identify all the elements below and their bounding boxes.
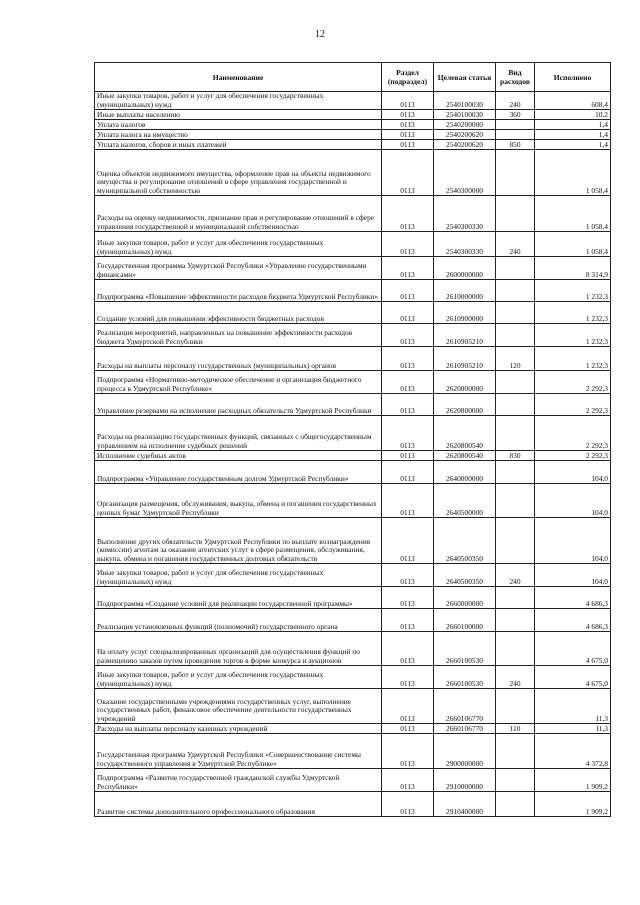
row-section: 0113 bbox=[382, 394, 434, 416]
budget-table bbox=[94, 62, 611, 817]
row-expense-type bbox=[496, 518, 535, 564]
row-name: Расходы на оценку недвижимости, признание прав и регулирование отношений в сфере управления государственной и муниципальной собственностью bbox=[95, 196, 382, 232]
row-section: 0113 bbox=[382, 347, 434, 371]
row-target: 2540100030 bbox=[434, 92, 496, 110]
row-executed: 1 232,3 bbox=[535, 302, 611, 324]
row-target: 2660000000 bbox=[434, 587, 496, 609]
row-expense-type: 120 bbox=[496, 347, 535, 371]
header-section: Раздел (подраздел) bbox=[382, 63, 434, 92]
table-header-row bbox=[95, 63, 611, 92]
table-row bbox=[95, 724, 611, 734]
row-executed: 1 058,4 bbox=[535, 150, 611, 196]
page-number: 12 bbox=[315, 29, 325, 40]
row-expense-type bbox=[496, 609, 535, 632]
row-section: 0113 bbox=[382, 587, 434, 609]
row-executed: 1 058,4 bbox=[535, 232, 611, 257]
row-section: 0113 bbox=[382, 416, 434, 451]
row-expense-type: 850 bbox=[496, 140, 535, 150]
row-name: Государственная программа Удмуртской Республики «Совершенствование системы государственного управления в Удмуртской Республике» bbox=[95, 734, 382, 769]
table-row bbox=[95, 92, 611, 110]
row-expense-type bbox=[496, 632, 535, 666]
table-row bbox=[95, 110, 611, 120]
row-executed: 1,4 bbox=[535, 120, 611, 130]
row-name: Уплата налогов, сборов и иных платежей bbox=[95, 140, 382, 150]
row-section: 0113 bbox=[382, 150, 434, 196]
row-name: Государственная программа Удмуртской Республики «Управление государственными финансами» bbox=[95, 257, 382, 280]
row-expense-type bbox=[496, 394, 535, 416]
row-expense-type: 240 bbox=[496, 564, 535, 587]
row-target: 2640500350 bbox=[434, 518, 496, 564]
table-row bbox=[95, 564, 611, 587]
row-expense-type bbox=[496, 371, 535, 394]
row-expense-type bbox=[496, 324, 535, 347]
table-row bbox=[95, 130, 611, 140]
row-name: Иные закупки товаров, работ и услуг для обеспечения государственных (муниципальных) нужд bbox=[95, 92, 382, 110]
row-name: Иные закупки товаров, работ и услуг для обеспечения государственных (муниципальных) нужд bbox=[95, 564, 382, 587]
row-target: 2600000000 bbox=[434, 257, 496, 280]
table-row bbox=[95, 232, 611, 257]
table-row bbox=[95, 120, 611, 130]
row-section: 0113 bbox=[382, 734, 434, 769]
row-expense-type: 240 bbox=[496, 92, 535, 110]
row-executed: 104,0 bbox=[535, 564, 611, 587]
row-executed: 11,3 bbox=[535, 689, 611, 724]
table-row bbox=[95, 451, 611, 461]
row-target: 2620800000 bbox=[434, 394, 496, 416]
row-executed: 8 314,9 bbox=[535, 257, 611, 280]
row-name: Иные закупки товаров, работ и услуг для обеспечения государственных (муниципальных) нужд bbox=[95, 232, 382, 257]
row-executed: 104,0 bbox=[535, 461, 611, 484]
table-row bbox=[95, 689, 611, 724]
table-row bbox=[95, 518, 611, 564]
table-row bbox=[95, 734, 611, 769]
table-row bbox=[95, 257, 611, 280]
row-expense-type: 360 bbox=[496, 110, 535, 120]
row-section: 0113 bbox=[382, 461, 434, 484]
row-target: 2610000000 bbox=[434, 280, 496, 302]
table-row bbox=[95, 769, 611, 792]
row-name: Оценка объектов недвижимого имущества, оформление прав на объекты недвижимого имущества и регулирование отношений в сфере управления государственной и муниципальной собственностью bbox=[95, 150, 382, 196]
row-name: Иные закупки товаров, работ и услуг для обеспечения государственных (муниципальных) нужд bbox=[95, 666, 382, 689]
row-section: 0113 bbox=[382, 92, 434, 110]
row-executed: 2 292,3 bbox=[535, 416, 611, 451]
row-section: 0113 bbox=[382, 564, 434, 587]
table-row bbox=[95, 371, 611, 394]
row-target: 2620000000 bbox=[434, 371, 496, 394]
table-row bbox=[95, 416, 611, 451]
row-expense-type bbox=[496, 257, 535, 280]
row-target: 2910400000 bbox=[434, 792, 496, 817]
row-target: 2900000000 bbox=[434, 734, 496, 769]
row-executed: 2 292,3 bbox=[535, 394, 611, 416]
row-expense-type bbox=[496, 587, 535, 609]
row-expense-type: 110 bbox=[496, 724, 535, 734]
row-executed: 4 372,8 bbox=[535, 734, 611, 769]
table-row bbox=[95, 150, 611, 196]
row-expense-type bbox=[496, 196, 535, 232]
row-name: Уплата налога на имущество bbox=[95, 130, 382, 140]
row-expense-type bbox=[496, 769, 535, 792]
table-row bbox=[95, 632, 611, 666]
row-executed: 608,4 bbox=[535, 92, 611, 110]
row-executed: 2 292,3 bbox=[535, 451, 611, 461]
row-executed: 4 686,3 bbox=[535, 609, 611, 632]
row-section: 0113 bbox=[382, 140, 434, 150]
row-section: 0113 bbox=[382, 724, 434, 734]
row-name: Подпрограмма «Нормативно-методическое обеспечение и организация бюджетного процесса в Удмуртской Республике» bbox=[95, 371, 382, 394]
header-executed: Исполнено bbox=[535, 63, 611, 92]
row-section: 0113 bbox=[382, 484, 434, 518]
row-expense-type bbox=[496, 484, 535, 518]
row-section: 0113 bbox=[382, 609, 434, 632]
row-name: На оплату услуг специализированных организаций для осуществления функций по размещению заказов путем проведения торгов в форме конкурса и аукционов bbox=[95, 632, 382, 666]
row-target: 2640500350 bbox=[434, 564, 496, 587]
row-section: 0113 bbox=[382, 110, 434, 120]
row-expense-type bbox=[496, 130, 535, 140]
row-target: 2610900000 bbox=[434, 302, 496, 324]
row-target: 2610905210 bbox=[434, 324, 496, 347]
row-name: Уплата налогов bbox=[95, 120, 382, 130]
row-name: Исполнение судебных актов bbox=[95, 451, 382, 461]
row-expense-type bbox=[496, 120, 535, 130]
row-expense-type: 830 bbox=[496, 451, 535, 461]
row-name: Управление резервами на исполнение расходных обязательств Удмуртской Республики bbox=[95, 394, 382, 416]
row-executed: 1 058,4 bbox=[535, 196, 611, 232]
row-target: 2540200620 bbox=[434, 140, 496, 150]
table-row bbox=[95, 666, 611, 689]
table-row bbox=[95, 140, 611, 150]
row-name: Реализация установленных функций (полномочий) государственного органа bbox=[95, 609, 382, 632]
row-name: Расходы на выплаты персоналу государственных (муниципальных) органов bbox=[95, 347, 382, 371]
row-section: 0113 bbox=[382, 632, 434, 666]
row-executed: 4 686,3 bbox=[535, 587, 611, 609]
row-target: 2640000000 bbox=[434, 461, 496, 484]
table-row bbox=[95, 484, 611, 518]
row-expense-type bbox=[496, 461, 535, 484]
row-target: 2540200620 bbox=[434, 130, 496, 140]
row-name: Подпрограмма «Управление государственным долгом Удмуртской Республики» bbox=[95, 461, 382, 484]
row-section: 0113 bbox=[382, 257, 434, 280]
row-section: 0113 bbox=[382, 130, 434, 140]
row-expense-type bbox=[496, 280, 535, 302]
row-executed: 4 675,0 bbox=[535, 666, 611, 689]
row-section: 0113 bbox=[382, 518, 434, 564]
row-name: Развитие системы дополнительного профессионального образования bbox=[95, 792, 382, 817]
row-name: Расходы на выплаты персоналу казенных учреждений bbox=[95, 724, 382, 734]
row-executed: 1 232,3 bbox=[535, 324, 611, 347]
row-executed: 1 232,3 bbox=[535, 347, 611, 371]
header-expense-type: Вид расходов bbox=[496, 63, 535, 92]
row-section: 0113 bbox=[382, 280, 434, 302]
row-name: Иные выплаты населению bbox=[95, 110, 382, 120]
row-expense-type bbox=[496, 416, 535, 451]
row-target: 2620800540 bbox=[434, 451, 496, 461]
table-row bbox=[95, 587, 611, 609]
row-executed: 104,0 bbox=[535, 484, 611, 518]
row-target: 2660100530 bbox=[434, 632, 496, 666]
row-executed: 1 909,2 bbox=[535, 792, 611, 817]
row-executed: 11,3 bbox=[535, 724, 611, 734]
row-target: 2620800540 bbox=[434, 416, 496, 451]
row-target: 2610905210 bbox=[434, 347, 496, 371]
row-section: 0113 bbox=[382, 689, 434, 724]
row-executed: 1,4 bbox=[535, 140, 611, 150]
row-target: 2540100030 bbox=[434, 110, 496, 120]
row-section: 0113 bbox=[382, 324, 434, 347]
row-section: 0113 bbox=[382, 371, 434, 394]
row-section: 0113 bbox=[382, 302, 434, 324]
row-name: Подпрограмма «Создание условий для реализации государственной программы» bbox=[95, 587, 382, 609]
row-name: Реализация мероприятий, направленных на повышение эффективности расходов бюджета Удмуртской Республики bbox=[95, 324, 382, 347]
table-row bbox=[95, 394, 611, 416]
row-target: 2640500000 bbox=[434, 484, 496, 518]
row-section: 0113 bbox=[382, 196, 434, 232]
row-executed: 4 675,0 bbox=[535, 632, 611, 666]
table-row bbox=[95, 347, 611, 371]
table-row bbox=[95, 302, 611, 324]
row-expense-type bbox=[496, 689, 535, 724]
row-section: 0113 bbox=[382, 120, 434, 130]
row-target: 2540300330 bbox=[434, 232, 496, 257]
header-target: Целевая статья bbox=[434, 63, 496, 92]
row-name: Подпрограмма «Повышение эффективности расходов бюджета Удмуртской Республики» bbox=[95, 280, 382, 302]
row-name: Выполнение других обязательств Удмуртской Республики по выплате вознаграждения (комиссии) агентам за оказание агентских услуг в сфере размещения, обслуживания, выкупа, обмена и погашения государственных долговых обязательств bbox=[95, 518, 382, 564]
row-section: 0113 bbox=[382, 769, 434, 792]
table-body bbox=[95, 92, 611, 817]
table-row bbox=[95, 196, 611, 232]
row-expense-type bbox=[496, 302, 535, 324]
table-row bbox=[95, 280, 611, 302]
row-target: 2540300000 bbox=[434, 150, 496, 196]
row-section: 0113 bbox=[382, 792, 434, 817]
row-target: 2660100530 bbox=[434, 666, 496, 689]
row-name: Расходы на реализацию государственных функций, связанных с общегосударственным управлением на исполнение судебных решений bbox=[95, 416, 382, 451]
row-expense-type bbox=[496, 734, 535, 769]
table-row bbox=[95, 609, 611, 632]
table-row bbox=[95, 324, 611, 347]
row-section: 0113 bbox=[382, 451, 434, 461]
table-row bbox=[95, 792, 611, 817]
row-executed: 1,4 bbox=[535, 130, 611, 140]
row-target: 2660100000 bbox=[434, 609, 496, 632]
row-target: 2540200000 bbox=[434, 120, 496, 130]
row-executed: 1 232,3 bbox=[535, 280, 611, 302]
row-executed: 2 292,3 bbox=[535, 371, 611, 394]
row-target: 2540300330 bbox=[434, 196, 496, 232]
row-target: 2660106770 bbox=[434, 724, 496, 734]
row-section: 0113 bbox=[382, 666, 434, 689]
row-target: 2660106770 bbox=[434, 689, 496, 724]
row-executed: 104,0 bbox=[535, 518, 611, 564]
table-row bbox=[95, 461, 611, 484]
header-name: Наименование bbox=[95, 63, 382, 92]
row-name: Создание условий для повышения эффективности бюджетных расходов bbox=[95, 302, 382, 324]
row-section: 0113 bbox=[382, 232, 434, 257]
row-expense-type: 240 bbox=[496, 666, 535, 689]
row-target: 2910000000 bbox=[434, 769, 496, 792]
row-name: Организация размещения, обслуживания, выкупа, обмена и погашения государственных ценных бумаг Удмуртской Республики bbox=[95, 484, 382, 518]
row-expense-type: 240 bbox=[496, 232, 535, 257]
row-executed: 10,2 bbox=[535, 110, 611, 120]
row-expense-type bbox=[496, 792, 535, 817]
row-expense-type bbox=[496, 150, 535, 196]
row-executed: 1 909,2 bbox=[535, 769, 611, 792]
row-name: Оказание государственными учреждениями государственных услуг, выполнение государственных работ, финансовое обеспечение деятельности государственных учреждений bbox=[95, 689, 382, 724]
row-name: Подпрограмма «Развитие государственной гражданской службы Удмуртской Республики» bbox=[95, 769, 382, 792]
